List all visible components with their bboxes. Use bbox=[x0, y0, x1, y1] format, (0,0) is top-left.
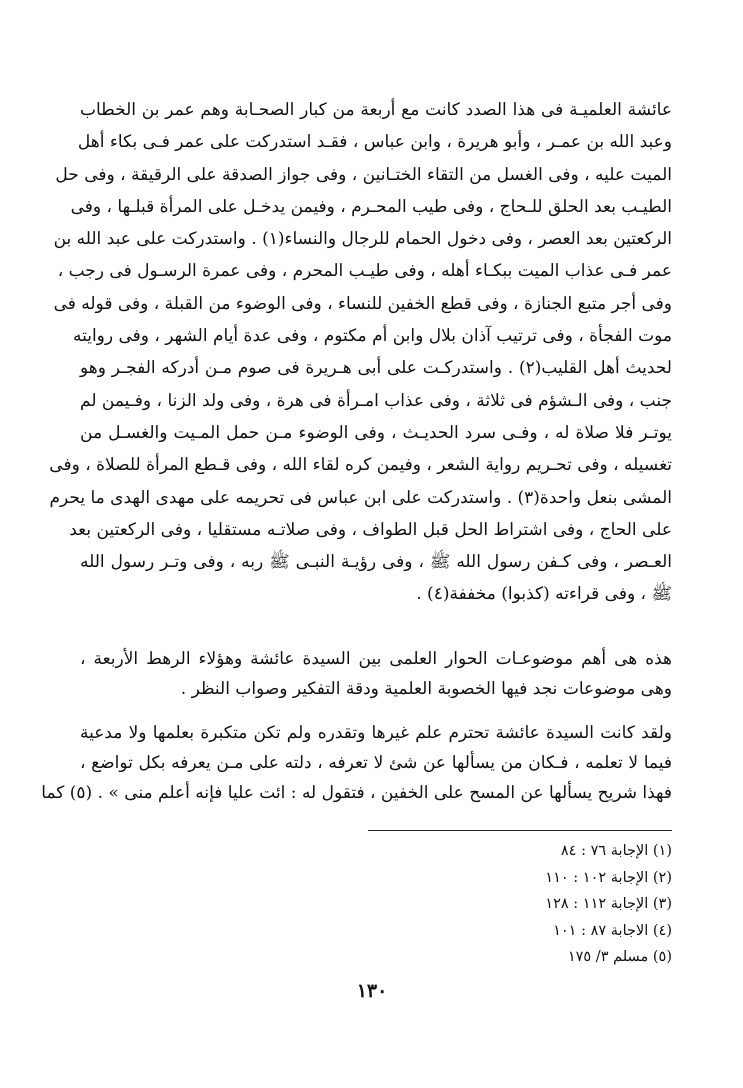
text-line: ﷺ ، وفى قراءته (كذبوا) مخففة(٤) . bbox=[416, 584, 672, 605]
footnotes bbox=[380, 838, 672, 971]
text-line: يوتـر فلا صلاة له ، وفـى سرد الحديـث ، وفى الوضوء مـن حمل المـيت والغسـل من bbox=[80, 422, 672, 443]
footnote: (٤) الاجابة ٨٧ : ١٠١ bbox=[553, 922, 672, 939]
text-line: على الحاج ، وفى اشتراط الحل قبل الطواف ، وفى صلاتـه مستقليا ، وفى الركعتين بعد bbox=[69, 519, 672, 540]
footnote-divider bbox=[368, 830, 672, 831]
text-line: عمر فـى عذاب الميت ببكـاء أهله ، وفى طيـب المحرم ، وفى عمرة الرسـول فى رجب ، bbox=[57, 261, 672, 282]
text-line: ولقد كانت السيدة عائشة تحترم علم غيرها وتقدره ولم تكن متكبرة بعلمها ولا مدعية bbox=[80, 723, 672, 743]
footnote: (٣) الإجابة ١١٢ : ١٢٨ bbox=[545, 896, 672, 912]
text-line: الطيـب بعد الحلق للـحاج ، وفى طيب المحـرم ، وفيمن يدخـل على المرأة قبلـها ، وفى bbox=[70, 196, 672, 217]
text-line: تغسيله ، وفى تحـريم رواية الشعر ، وفيمن كره لقاء الله ، وفى قـطع المرأة للصلاة ، وفى bbox=[49, 455, 672, 476]
paragraph-2 bbox=[80, 644, 672, 704]
footnote: (٢) الإجابة ١٠٢ : ١١٠ bbox=[545, 869, 672, 886]
text-line: جنب ، وفى الـشؤم فى ثلاثة ، وفى عذاب امـرأة فى هرة ، وفى ولد الزنا ، وفـيمن لم bbox=[80, 390, 672, 411]
text-line: المشى بنعل واحدة(٣) . واستدركت على ابن عباس فى تحريمه على مهدى الهدى ما يحرم bbox=[49, 487, 672, 508]
text-line: العـصر ، وفى كـفن رسول الله ﷺ ، وفى رؤيـة النبـى ﷺ ربه ، وفى وتـر رسول الله bbox=[80, 552, 672, 573]
text-line: موت الفجأة ، وفى ترتيب آذان بلال وابن أم مكتوم ، وفى عدة أيام الشهر ، وفى روايته bbox=[72, 326, 672, 347]
footnote: (١) الإجابة ٧٦ : ٨٤ bbox=[560, 843, 672, 859]
text-line: هذه هى أهم موضوعـات الحوار العلمى بين السيدة عائشة وهؤلاء الرهط الأربعة ، bbox=[80, 649, 672, 669]
text-line: الميت عليه ، وفى الغسل من التقاء الختـانين ، وفى جواز الصدقة على الرقيقة ، وفى حل bbox=[55, 164, 672, 185]
text-line: وهى موضوعات نجد فيها الخصوبة العلمية ودقة التفكير وصواب النظر . bbox=[180, 679, 672, 699]
footnote: (٥) مسلم ٣/ ١٧٥ bbox=[567, 949, 672, 965]
text-line: وعبد الله بن عمـر ، وأبو هريرة ، وابن عباس ، فقـد استدركت على عمر فـى بكاء أهل bbox=[77, 132, 672, 153]
text-line: لحديث أهل القليب(٢) . واستدركـت على أبى هـريرة فى صوم مـن أدركه الفجـر وهو bbox=[80, 358, 672, 379]
text-line: عائشة العلميـة فى هذا الصدد كانت مع أربعة من كبار الصحـابة وهم عمر بن الخطاب bbox=[80, 100, 672, 120]
page-number: ١٣٠ bbox=[356, 980, 388, 1002]
text-line: الركعتين بعد العصر ، وفى دخول الحمام للرجال والنساء(١) . واستدركت على عبد الله بن bbox=[53, 229, 672, 250]
text-line: فيما لا تعلمه ، فـكان من يسألها عن شئ لا تعرفه ، دلته على مـن يعرفه بكل تواضع ، bbox=[80, 753, 672, 773]
text-line: وفى أجر متبع الجنازة ، وفى قطع الخفين للنساء ، وفى الوضوء من القبلة ، وفى قوله فى bbox=[53, 293, 672, 314]
paragraph-1 bbox=[49, 94, 672, 611]
paragraph-3 bbox=[41, 718, 672, 808]
text-line: فهذا شريح يسألها عن المسح على الخفين ، فتقول له : ائت عليا فإنه أعلم منى » . (٥) كما bbox=[41, 783, 672, 803]
